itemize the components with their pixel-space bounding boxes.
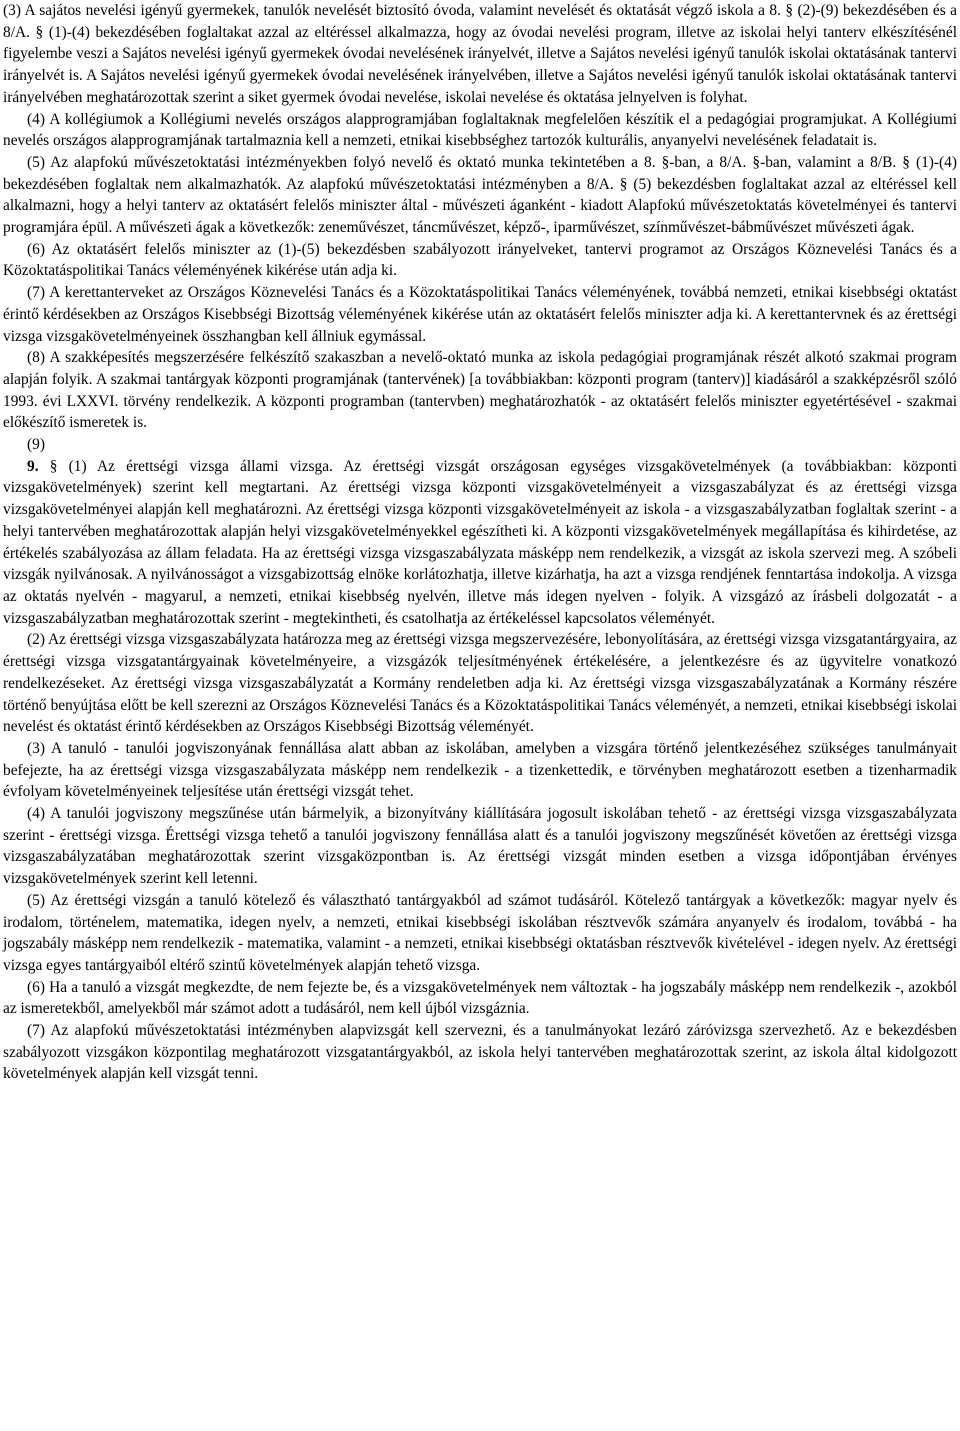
paragraph-8-3 [3, 0, 957, 109]
paragraph-text: (3) A tanuló - tanulói jogviszonyának fennállása alatt abban az iskolában, amelyben a vizsgára történő jelentkezéséhez szükséges tanulmányait befejezte, ha az érettségi vizsga vizsgaszabályzata másképp nem rendelkezik - a tizenkettedik, e törvényben meghatározott esetben a tizenharmadik évfolyam követelményeinek teljesítése után érettségi vizsgát tehet. [3, 739, 957, 801]
paragraph-text: (4) A kollégiumok a Kollégiumi nevelés országos alapprogramjában foglaltaknak megfelelően készítik el a pedagógiai programjukat. A Kollégiumi nevelés országos alapprogramjának tartalmaznia kell a nemzeti, etnikai kisebbséghez tartozók kulturális, anyanyelvi nevelésének feladatait is. [3, 110, 957, 150]
paragraph-8-4 [3, 109, 957, 152]
section-9-paragraph-7 [3, 1020, 957, 1085]
paragraph-8-6 [3, 239, 957, 282]
section-number: 9. [27, 457, 39, 475]
paragraph-text: § (1) Az érettségi vizsga állami vizsga. Az érettségi vizsgát országosan egységes vizsgakövetelmények (a továbbiakban: központi vizsgakövetelmények) szerint kell megtartani. Az érettségi vizsga központi vizsgakövetelményeit a vizsgaszabályzat és az érettségi vizsga vizsgakövetelményei alapján kell meghatározni. Az érettségi vizsga központi vizsgakövetelményeit az iskola - a vizsgaszabályzatban foglaltak szerint - a helyi tantervében meghatározottak alapján helyi vizsgakövetelményekkel egészítheti ki. A központi vizsgakövetelmények megállapítása és kihirdetése, az értékelés szabályozása az állam feladata. Ha az érettségi vizsga vizsgaszabályzata másképp nem rendelkezik, a vizsgát az iskola szervezi meg. A szóbeli vizsgák nyilvánosak. A nyilvánosságot a vizsgabizottság elnöke korlátozhatja, illetve kizárhatja, ha azt a vizsga rendjének fenntartása indokolja. A vizsga az oktatás nyelvén - magyarul, a nemzeti, etnikai kisebbség nyelvén, illetve más idegen nyelven - folyik. A vizsgázó az írásbeli dolgozatát - a vizsgaszabályzatban meghatározottak szerint - megtekintheti, és csatolhatja az értékeléssel kapcsolatos véleményét. [3, 457, 957, 627]
paragraph-8-7 [3, 282, 957, 347]
paragraph-text: (5) Az érettségi vizsgán a tanuló kötelező és választható tantárgyakból ad számot tudásáról. Kötelező tantárgyak a következők: magyar nyelv és irodalom, történelem, matematika, idegen nyelv, a nemzeti, etnikai kisebbségi iskolában résztvevők számára anyanyelv és irodalom, továbbá - ha jogszabály másképp nem rendelkezik - matematika, valamint - a nemzeti, etnikai kisebbségi oktatásban résztvevők kivételével - idegen nyelv. Az érettségi vizsga egyes tantárgyaiból eltérő szintű követelmények alapján tehető vizsga. [3, 891, 957, 974]
section-9-paragraph-4 [3, 803, 957, 890]
paragraph-text: (6) Az oktatásért felelős miniszter az (1)-(5) bekezdésben szabályozott irányelveket, tantervi programot az Országos Köznevelési Tanács és a Közoktatáspolitikai Tanács véleményének kikérése után adja ki. [3, 240, 957, 280]
paragraph-8-9 [3, 434, 957, 456]
paragraph-text: (9) [27, 436, 45, 454]
section-9-paragraph-5 [3, 890, 957, 977]
paragraph-8-5 [3, 152, 957, 239]
paragraph-text: (6) Ha a tanuló a vizsgát megkezdte, de nem fejezte be, és a vizsgakövetelmények nem változtak - ha jogszabály másképp nem rendelkezik -, azokból az ismeretekből, amelyekből már számot adott a tudásáról, nem kell újból vizsgáznia. [3, 978, 957, 1018]
paragraph-text: (5) Az alapfokú művészetoktatási intézményekben folyó nevelő és oktató munka tekintetében a 8. §-ban, a 8/A. §-ban, valamint a 8/B. § (1)-(4) bekezdésében foglaltak nem alkalmazhatók. Az alapfokú művészetoktatási intézményben a 8/A. § (5) bekezdésben foglaltakat azzal az eltéréssel kell alkalmazni, hogy a helyi tanterv az oktatásért felelős miniszter által - művészeti áganként - kiadott Alapfokú művészetoktatás követelményei és tantervi programjára épül. A művészeti ágak a következők: zeneművészet, táncművészet, képző-, iparművészet, színművészet-bábművészet művészeti ágak. [3, 153, 957, 237]
paragraph-text: (2) Az érettségi vizsga vizsgaszabályzata határozza meg az érettségi vizsga megszervezésére, lebonyolítására, az érettségi vizsga vizsgatantárgyaira, az érettségi vizsga vizsgatantárgyainak követelményeire, a vizsgázók teljesítményének értékelésére, a jelentkezésre és az ügyvitelre vonatkozó rendelkezéseket. Az érettségi vizsga vizsgaszabályzatát a Kormány rendeletben adja ki. Az érettségi vizsga vizsgaszabályzatának a Kormány részére történő benyújtása előtt be kell szerezni az Országos Köznevelési Tanács és a Közoktatáspolitikai Tanács véleményét, a nemzeti, etnikai kisebbségi iskolai nevelést és oktatást érintő kérdésekben az Országos Kisebbségi Bizottság véleményét. [3, 631, 957, 736]
section-9-paragraph-6 [3, 977, 957, 1020]
section-9-paragraph-2 [3, 629, 957, 738]
paragraph-8-8 [3, 347, 957, 434]
section-9-paragraph-3 [3, 738, 957, 803]
paragraph-text: (7) A kerettanterveket az Országos Köznevelési Tanács és a Közoktatáspolitikai Tanács véleményének, továbbá nemzeti, etnikai kisebbségi oktatást érintő kérdésekben az Országos Kisebbségi Bizottság véleményének kikérése után az oktatásért felelős miniszter adja ki. A kerettantervnek és az érettségi vizsga vizsgakövetelményeinek összhangban kell állniuk egymással. [3, 284, 957, 345]
paragraph-text: (7) Az alapfokú művészetoktatási intézményben alapvizsgát kell szervezni, és a tanulmányokat lezáró záróvizsga szervezhető. Az e bekezdésben szabályozott vizsgákon központilag meghatározott vizsgatantárgyakból, az iskola helyi tantervében meghatározottak szerint, az iskola által kidolgozott követelmények alapján kell vizsgát tenni. [3, 1022, 957, 1083]
paragraph-text: (3) A sajátos nevelési igényű gyermekek, tanulók nevelését biztosító óvoda, valamint nevelését és oktatását végző iskola a 8. § (2)-(9) bekezdésében és a 8/A. § (1)-(4) bekezdésében foglaltakat azzal az eltéréssel alkalmazza, hogy az óvodai nevelési program, illetve az iskolai helyi tanterv elkészítésénél figyelembe veszi a Sajátos nevelési igényű gyermekek óvodai nevelésének irányelvét, illetve a Sajátos nevelési igényű tanulók iskolai oktatásának tantervi irányelvét is. A Sajátos nevelési igényű gyermekek óvodai nevelésének irányelvében, illetve a Sajátos nevelési igényű tanulók iskolai oktatásának tantervi irányelvében meghatározottak szerint a siket gyermek óvodai nevelése, iskolai nevelése és oktatása jelnyelven is folyhat. [3, 2, 957, 106]
paragraph-text: (4) A tanulói jogviszony megszűnése után bármelyik, a bizonyítvány kiállítására jogosult iskolában tehető - az érettségi vizsga vizsgaszabályzata szerint - érettségi vizsga. Érettségi vizsga tehető a tanulói jogviszony fennállása alatt és a tanulói jogviszony megszűnését követően az érettségi vizsga vizsgaszabályzatában meghatározottak szerint vizsgaközpontban is. Az érettségi vizsgát minden esetben a vizsga időpontjában érvényes vizsgakövetelmények szerint kell letenni. [3, 805, 957, 888]
section-9-paragraph-1 [3, 456, 957, 630]
paragraph-text: (8) A szakképesítés megszerzésére felkészítő szakaszban a nevelő-oktató munka az iskola pedagógiai programjának részét alkotó szakmai program alapján folyik. A szakmai tantárgyak központi programjának (tantervének) [a továbbiakban: központi program (tanterv)] kiadásáról a szakképzésről szóló 1993. évi LXXVI. törvény rendelkezik. A központi programban (tantervben) meghatározhatók - az oktatásért felelős miniszter egyetértésével - szakmai előkészítő ismeretek is. [3, 349, 957, 432]
